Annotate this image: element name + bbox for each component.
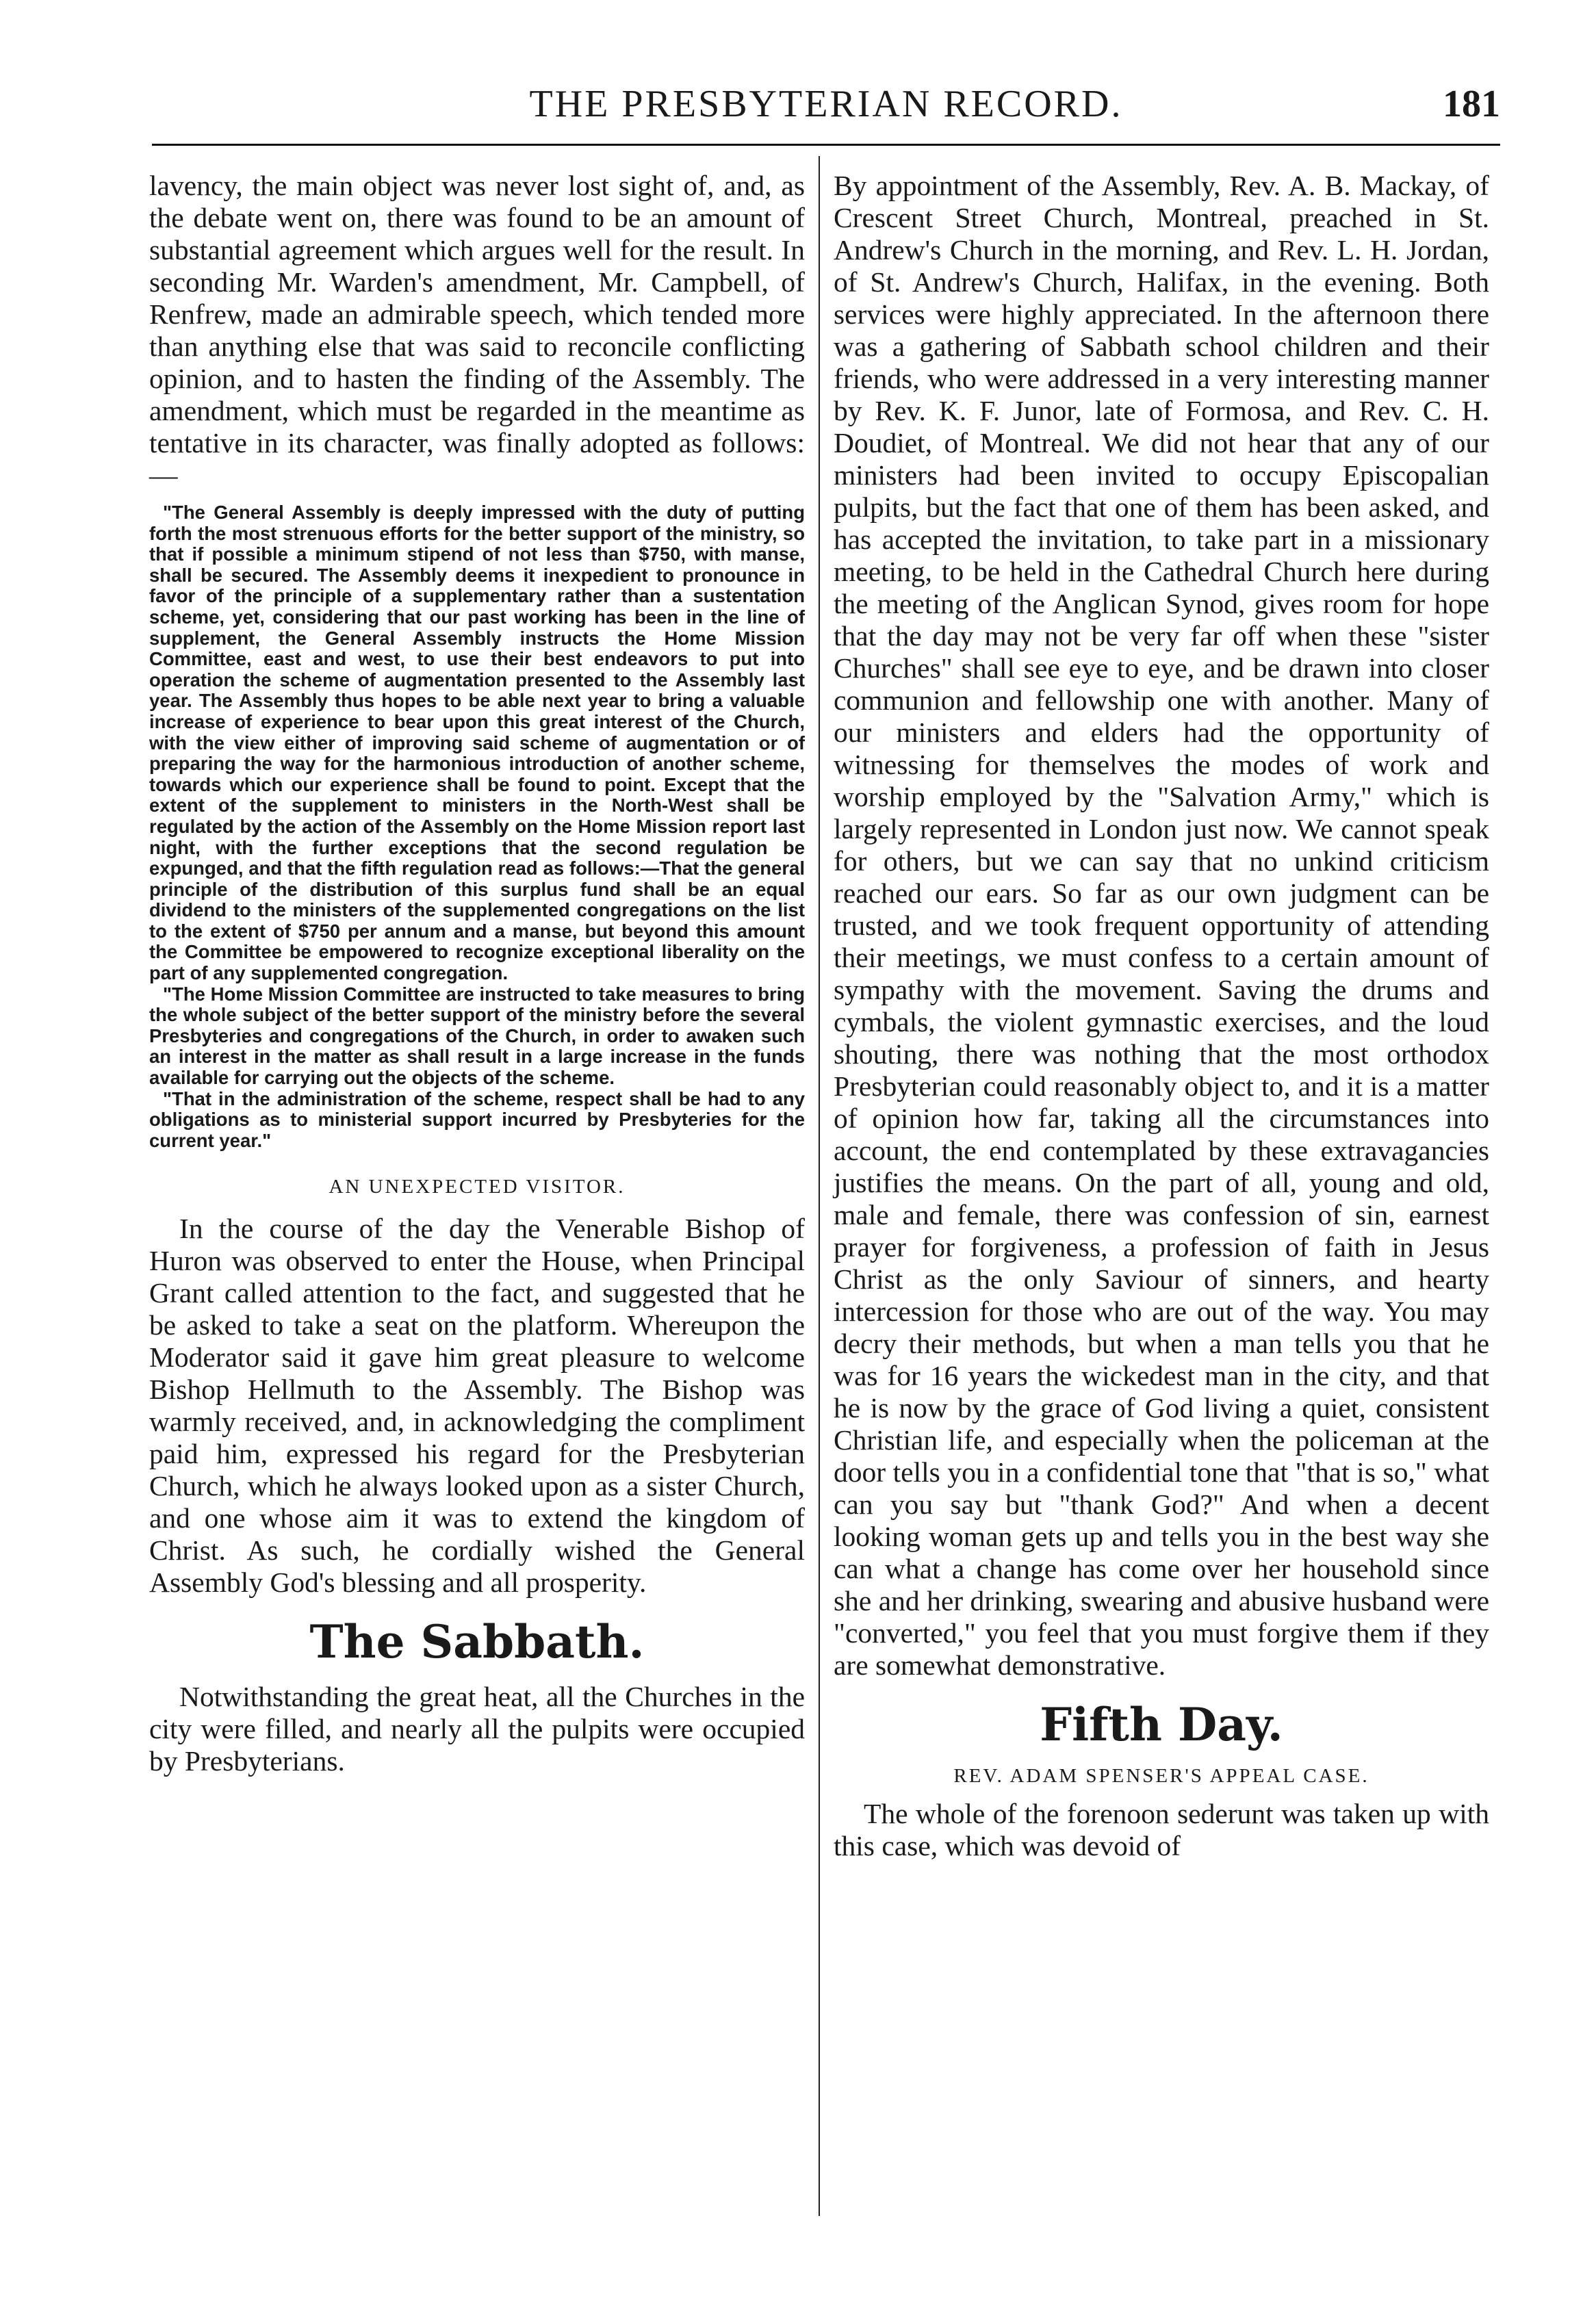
body-paragraph: In the course of the day the Venerable Bishop of Huron was observed to enter the House, when Principal Grant called attention to the fact, and suggested that he be asked to take a seat on the platform. Whereupon the Moderator said it gave him great pleasure to welcome Bishop Hellmuth to the Assembly. The Bishop was warmly received, and, in acknowledging the compliment paid him, expressed his regard for the Presbyterian Church, which he always looked upon as a sister Church, and one whose aim it was to extend the kingdom of Christ. As such, he cordially wished the General Assembly God's blessing and all prosperity. xyxy=(149,1213,805,1599)
quote-paragraph: "That in the administration of the scheme, respect shall be had to any obligations as to ministerial support incurred by Presbyteries for the current year." xyxy=(149,1087,805,1151)
running-head xyxy=(152,82,1500,137)
subheading-unexpected-visitor: AN UNEXPECTED VISITOR. xyxy=(329,1176,626,1198)
section-heading-sabbath: The Sabbath. xyxy=(309,1615,645,1669)
column-divider xyxy=(819,156,820,2216)
section-heading-fifth-day: Fifth Day. xyxy=(1040,1698,1283,1751)
header-rule xyxy=(152,144,1500,146)
body-paragraph: By appointment of the Assembly, Rev. A. B. Mackay, of Crescent Street Church, Montreal, preached in St. Andrew's Church in the morning, and Rev. L. H. Jordan, of St. Andrew's Church, Halifax, in the evening. Both services were highly appreciated. In the afternoon there was a gathering of Sabbath school children and their friends, who were addressed in a very interesting manner by Rev. K. F. Junor, late of Formosa, and Rev. C. H. Doudiet, of Montreal. We did not hear that any of our ministers had been invited to occupy Episcopalian pulpits, but the fact that one of them has been asked, and has accepted the invitation, to take part in a missionary meeting, to be held in the Cathedral Church here during the meeting of the Anglican Synod, gives room for hope that the day may not be very far off when these "sister Churches" shall see eye to eye, and be drawn into closer communion and fellowship one with another. Many of our ministers and elders had the opportunity of witnessing for themselves the modes of work and worship employed by the "Salvation Army," which is largely represented in London just now. We cannot speak for others, but we can say that no unkind criticism reached our ears. So far as our own judgment can be trusted, and we took frequent opportunity of attending their meetings, we must confess to a certain amount of sympathy with the movement. Saving the drums and cymbals, the violent gymnastic exercises, and the loud shouting, there was nothing that the most orthodox Presbyterian could reasonably object to, and it is a matter of opinion how far, taking all the circumstances into account, the end contemplated by these extravagancies justifies the means. On the part of all, young and old, male and female, there was confession of sin, earnest prayer for forgiveness, a profession of faith in Jesus Christ as the only Saviour of sinners, and hearty intercession for those who are out of the way. You may decry their methods, but when a man tells you that he was for 16 years the wickedest man in the city, and that he is now by the grace of God living a quiet, consistent Christian life, and especially when the policeman at the door tells you in a confidential tone that "that is so," what can you say but "thank God?" And when a decent looking woman gets up and tells you in the best way she can what a change has come over her household since she and her drinking, swearing and abusive husband were "converted," you feel that you must forgive them if they are somewhat demonstrative. xyxy=(834,170,1489,1681)
resolution-quote xyxy=(149,502,805,1151)
page-number: 181 xyxy=(1443,83,1500,125)
quote-paragraph: "The General Assembly is deeply impressed with the duty of putting forth the most strenuous efforts for the better support of the ministry, so that if possible a minimum stipend of not less than $750, with manse, shall be secured. The Assembly deems it inexpedient to pronounce in favor of the principle of a supplementary rather than a sustentation scheme, yet, considering that our past working has been in the line of supplement, the General Assembly instructs the Home Mission Committee, east and west, to use their best endeavors to put into operation the scheme of augmentation presented to the Assembly last year. The Assembly thus hopes to be able next year to bring a valuable increase of experience to bear upon this great interest of the Church, with the view either of improving said scheme of augmentation or of preparing the way for the harmonious introduction of another scheme, towards which our experience shall be found to point. Except that the extent of the supplement to ministers in the North-West shall be regulated by the action of the Assembly on the Home Mission report last night, with the further exceptions that the second regulation be expunged, and that the fifth regulation read as follows:—That the general principle of the distribution of this surplus fund shall be an equal dividend to the ministers of the supplemented congregations on the list to the extent of $750 per annum and a manse, but beyond this amount the Committee be empowered to recognize exceptional liberality on the part of any supplemented congregation. xyxy=(149,502,805,984)
body-paragraph: The whole of the forenoon sederunt was taken up with this case, which was devoid of xyxy=(834,1798,1489,1861)
right-column xyxy=(834,170,1489,1862)
body-paragraph: Notwithstanding the great heat, all the Churches in the city were filled, and nearly all the pulpits were occupied by Presbyterians. xyxy=(149,1681,805,1777)
left-column xyxy=(149,170,805,1777)
quote-paragraph: "The Home Mission Committee are instructed to take measures to bring the whole subject of the better support of the ministry before the several Presbyteries and congregations of the Church, in order to awaken such an interest in the matter as shall result in a large increase in the funds available for carrying out the objects of the scheme. xyxy=(149,983,805,1089)
subheading-appeal-case: REV. ADAM SPENSER'S APPEAL CASE. xyxy=(953,1765,1369,1787)
body-paragraph: lavency, the main object was never lost sight of, and, as the debate went on, there was found to be an amount of substantial agreement which argues well for the result. In seconding Mr. Warden's amendment, Mr. Campbell, of Renfrew, made an admirable speech, which tended more than anything else that was said to reconcile conflicting opinion, and to hasten the finding of the Assembly. The amendment, which must be regarded in the meantime as tentative in its character, was finally adopted as follows:— xyxy=(149,170,805,491)
running-title: THE PRESBYTERIAN RECORD. xyxy=(529,83,1123,125)
